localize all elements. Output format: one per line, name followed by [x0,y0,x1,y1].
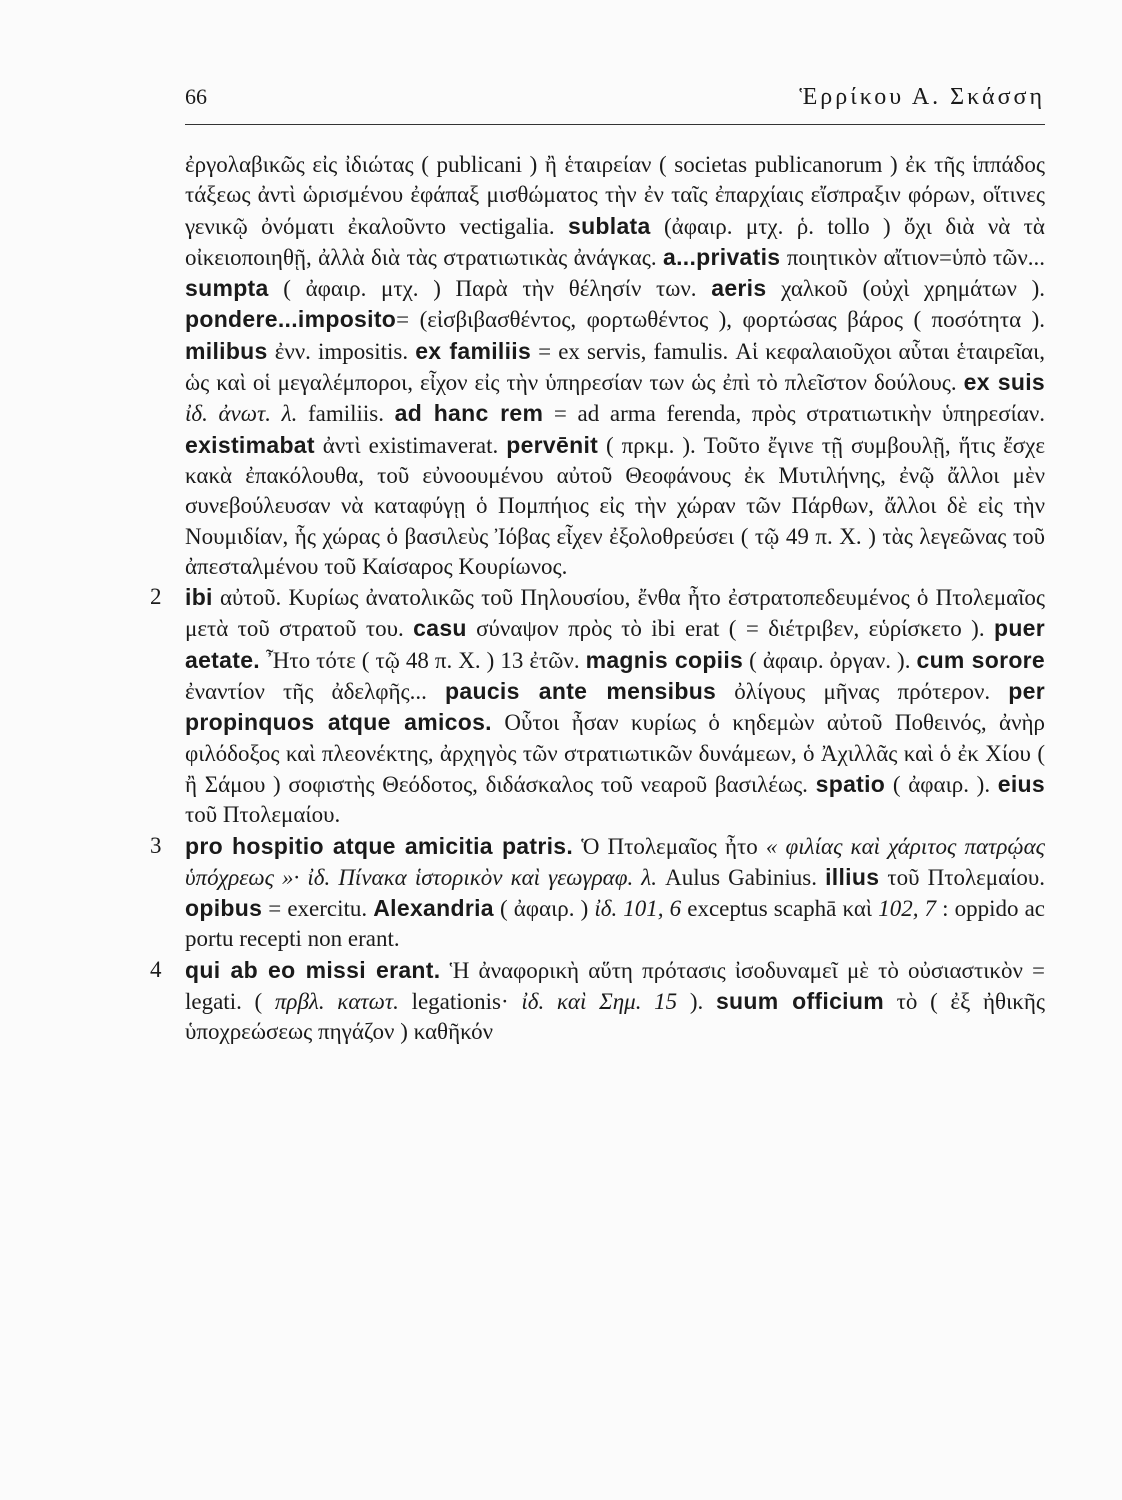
commentary-run: ὀλίγους μῆνας πρότερον. [716,679,1009,705]
latin-lemma: magnis copiis [585,646,744,673]
latin-lemma: suum officium [715,988,884,1015]
commentary-run: = exercitu. [262,896,374,922]
note-text [185,955,1045,1048]
italic-reference: 102, 7 [878,896,937,922]
latin-lemma: spatio [815,770,886,797]
commentary-run: (ἀφαιρ. μτχ. ῥ. tollo ) ὄχι διὰ νὰ τὰ οἰκειοποιηθῇ, ἀλλὰ διὰ τὰς στρατιωτικὰς ἀνάγκας. [185,213,1045,270]
commentary-run: τοῦ Πτολεμαίου. [185,802,341,828]
commentary-run: σύναψον πρὸς τὸ ibi erat ( = διέτριβεν, εὑρίσκετο ). [466,616,994,642]
italic-reference: ἰδ. καὶ Σημ. 15 [521,989,678,1015]
italic-reference: ἰδ. ἀνωτ. λ. [185,401,298,427]
commentary-run: = (εἰσβιβασθέντος, φορτωθέντος ), φορτώσας βάρος ( ποσότητα ). [396,307,1045,333]
latin-lemma: ibi [185,584,213,611]
commentary-run: αὐτοῦ. Κυρίως ἀνατολικῶς τοῦ Πηλουσίου, ἔνθα ἦτο ἐστρατοπεδευμένος ὁ Πτολεμαῖος μετὰ τοῦ στρατοῦ του. [185,585,1045,642]
commentary-run: Ἦτο τότε ( τῷ 48 π. Χ. ) 13 ἐτῶν. [259,647,586,673]
latin-lemma: a...privatis [663,243,781,270]
commentary-run: Οὗτοι ἦσαν κυρίως ὁ κηδεμὼν αὐτοῦ Ποθεινός, ἀνὴρ φιλόδοξος καὶ πλεονέκτης, ἀρχηγὸς τῶν στρατιωτικῶν δυνάμεων, ὁ Ἀχιλλᾶς καὶ ὁ ἐκ Χίου ( ἢ Σάμου ) σοφιστὴς Θεόδοτος, διδάσκαλος τοῦ νεαροῦ βασιλέως. [185,710,1045,797]
italic-reference: ἰδ. Πίνακα ἱστορικὸν καὶ γεωγραφ. λ. [299,864,658,890]
commentary-run: = ad arma ferenda, πρὸς στρατιωτικὴν ὑπηρεσίαν. [543,401,1045,427]
latin-lemma: eius [997,770,1045,797]
commentary-run: Ἡ ἀναφορικὴ αὕτη πρότασις ἰσοδυναμεῖ μὲ τὸ οὐσιαστικὸν = legati. ( [185,957,1046,1015]
commentary-run: ( ἀφαιρ. μτχ. ) Παρὰ τὴν θέλησίν των. [268,276,712,302]
numbered-notes [150,582,1046,1047]
commentary-run: ( πρκμ. ). Τοῦτο ἔγινε τῇ συμβουλῇ, ἥτις ἔσχε κακὰ ἐπακόλουθα, τοῦ εὐνοουμένου αὐτοῦ Θεοφάνους ἐκ Μυτιλήνης, ἐνῷ ἄλλοι μὲν συνεβούλευσαν νὰ καταφύγῃ ὁ Πομπήιος εἰς τὴν χώραν τῶν Πάρθων, ἄλλοι δὲ εἰς τὴν Νουμιδίαν, ἧς χώρας ὁ βασιλεὺς Ἰόβας εἶχεν ἐξολοθρεύσει ( τῷ 49 π. Χ. ) τὰς λεγεῶνας τοῦ ἀπεσταλμένου τοῦ Καίσαρος Κουρίωνος. [185,432,1046,579]
commentary-run: ( ἀφαιρ. ὀργαν. ). [743,647,917,673]
note-text [185,582,1045,830]
commentary-run: ἐναντίον τῆς ἀδελφῆς... [185,679,446,705]
note-number: 2 [150,584,162,610]
latin-lemma: sublata [567,212,651,239]
commentary-run: ποιητικὸν αἴτιον=ὑπὸ τῶν... [780,244,1045,270]
note [150,582,1046,830]
latin-lemma: pro hospitio atque amicitia patris. [185,832,574,859]
commentary-run: : oppido ac portu recepti non erant. [185,896,1046,952]
latin-lemma: Alexandria [373,895,494,922]
italic-reference: πρβλ. κατωτ. [274,989,399,1015]
latin-lemma: pondere...imposito [185,306,397,333]
commentary-run: Aulus Gabinius. [657,864,826,890]
commentary-run: = ex servis, famulis. Αἱ κεφαλαιοῦχοι αὗται ἑταιρεῖαι, ὡς καὶ οἱ μεγαλέμποροι, εἶχον εἰς τὴν ὑπηρεσίαν των ὡς ἐπὶ τὸ πλεῖστον δούλους. [185,338,1046,396]
latin-lemma: puer aetate. [185,615,1046,673]
commentary-run: τὸ ( ἐξ ἠθικῆς ὑποχρεώσεως πηγάζον ) καθῆκόν [185,989,1045,1045]
latin-lemma: qui ab eo missi erant. [185,956,441,983]
latin-lemma: paucis ante mensibus [445,678,717,705]
commentary-paragraph [185,150,1045,582]
commentary-run: ( ἀφαιρ. ) [493,896,595,922]
latin-lemma: aeris [711,275,767,302]
latin-lemma: casu [413,615,467,642]
note-number: 4 [150,956,162,982]
latin-lemma: ex familiis [415,337,532,364]
note [150,955,1046,1048]
commentary-run: legationis· [398,989,522,1015]
commentary-run: τοῦ Πτολεμαίου. [879,864,1046,890]
commentary-run: Ὁ Πτολεμαῖος ἦτο [573,833,766,859]
note-text [185,831,1045,955]
latin-lemma: ad hanc rem [394,400,544,427]
latin-lemma: pervēnit [506,431,599,458]
page-header [185,84,1045,125]
commentary-run: familiis. [297,401,395,427]
latin-lemma: existimabat [185,431,315,458]
note [150,831,1046,955]
commentary-run: χαλκοῦ (οὐχὶ χρημάτων ). [766,276,1046,302]
commentary-run: ἀντὶ existimaverat. [314,432,507,458]
commentary-run: exceptus scaphā καὶ [681,896,879,922]
page-number: 66 [185,84,207,109]
italic-reference: « φιλίας καὶ χάριτος πατρῴας ὑπόχρεως »· [185,833,1046,890]
commentary-run: ἐργολαβικῶς εἰς ἰδιώτας ( publicani ) ἢ ἑταιρείαν ( societas publicanorum ) ἐκ τῆς ἱππάδος τάξεως ἀντὶ ὡρισμένου ἐφάπαξ μισθώματος τὴν ἐν ταῖς ἐπαρχίαις εἴσπραξιν φόρων, οἵτινες γενικῷ ὀνόματι ἐκαλοῦντο vectigalia. [185,152,1045,239]
running-head: Ἑρρίκου Α. Σκάσση [799,84,1045,110]
latin-lemma: milibus [185,337,268,364]
commentary-run: ). [677,989,716,1015]
latin-lemma: ex suis [963,369,1045,396]
note-number: 3 [150,832,162,858]
latin-lemma: per propinquos atque amicos. [185,678,1045,736]
latin-lemma: opibus [185,895,263,922]
latin-lemma: cum sorore [916,646,1046,673]
commentary-run: ἐνν. impositis. [267,338,416,364]
latin-lemma: illius [825,863,880,890]
commentary-run: ( ἀφαιρ. ). [885,771,998,797]
commentary-text [150,150,1046,1048]
latin-lemma: sumpta [185,275,269,302]
italic-reference: ἰδ. 101, 6 [594,896,682,922]
